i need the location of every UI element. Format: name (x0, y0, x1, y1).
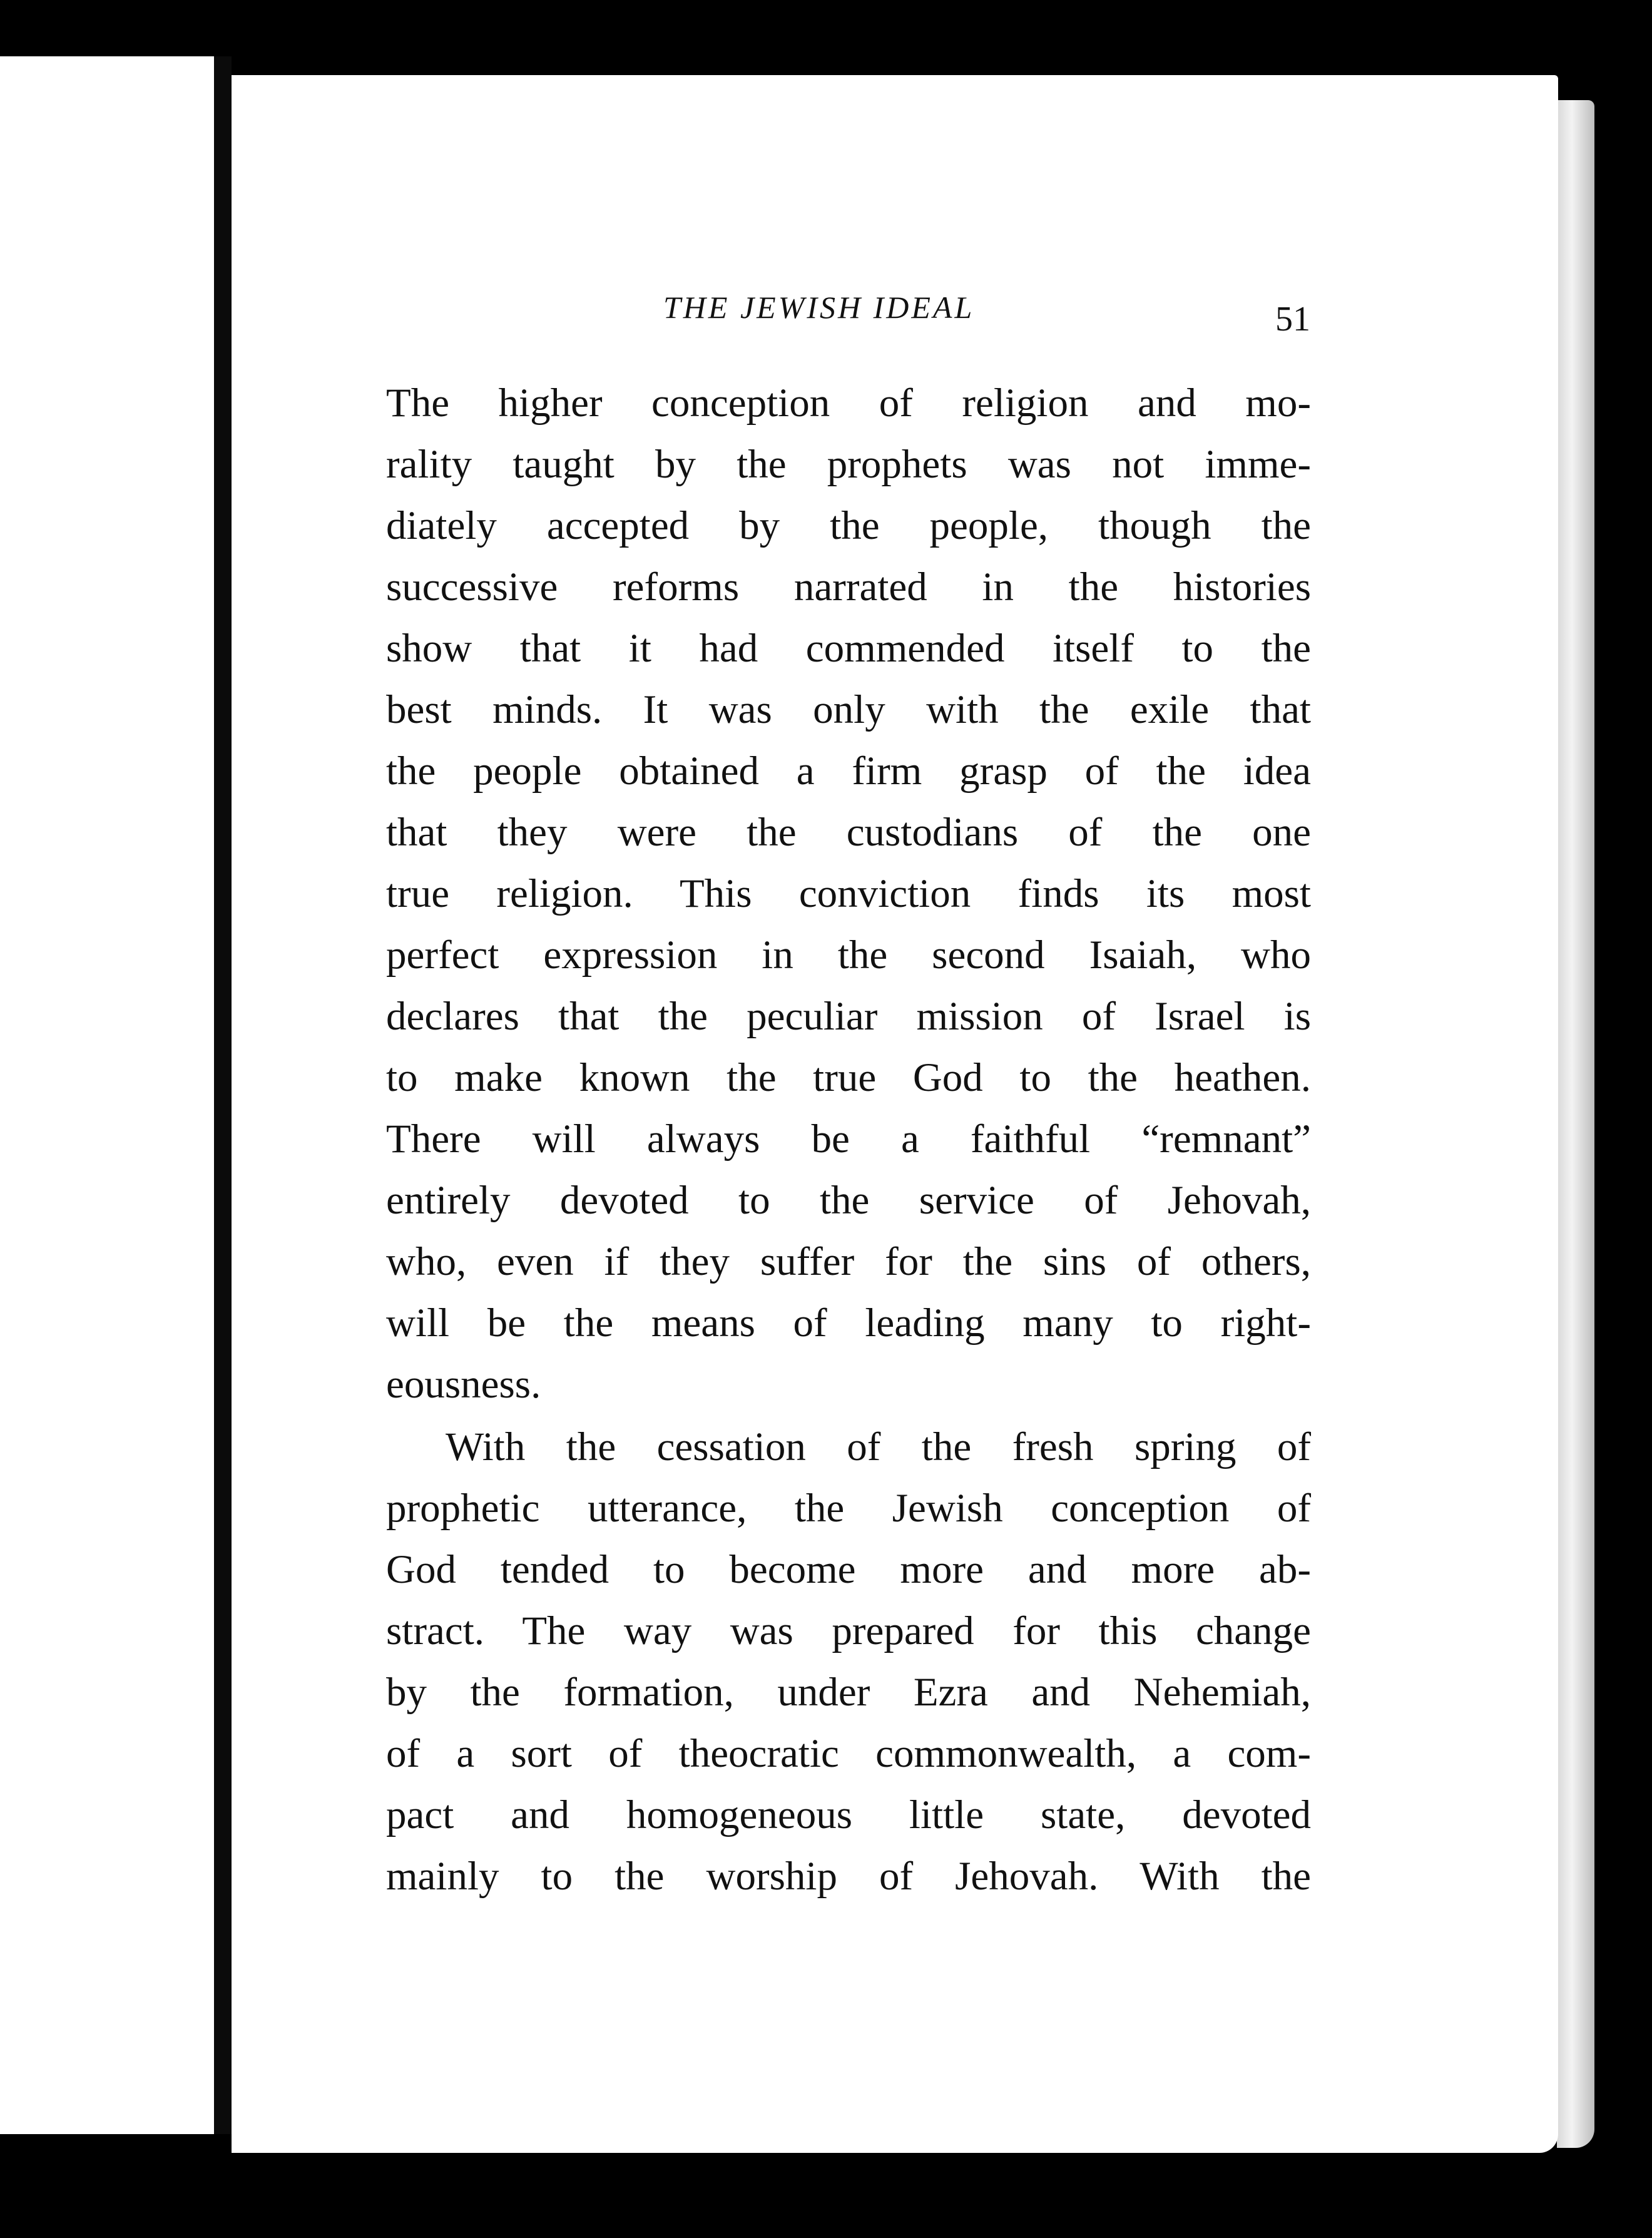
body-line: that they were the custodians of the one (386, 810, 1311, 855)
body-line: who, even if they suffer for the sins of others, (386, 1239, 1311, 1284)
body-line: The higher conception of religion and mo- (386, 381, 1311, 426)
body-line: best minds. It was only with the exile that (386, 687, 1311, 732)
body-line: entirely devoted to the service of Jehovah, (386, 1178, 1311, 1223)
body-line: mainly to the worship of Jehovah. With the (386, 1854, 1311, 1899)
body-line: With the cessation of the fresh spring of (446, 1424, 1311, 1469)
running-head: THE JEWISH IDEAL (663, 290, 975, 325)
book-gutter (214, 56, 232, 2134)
body-line: by the formation, under Ezra and Nehemiah, (386, 1670, 1311, 1715)
body-line: prophetic utterance, the Jewish conception of (386, 1486, 1311, 1531)
body-line: stract. The way was prepared for this change (386, 1608, 1311, 1653)
left-facing-page (0, 56, 214, 2134)
body-line: diately accepted by the people, though the (386, 503, 1311, 548)
body-line: true religion. This conviction finds its most (386, 871, 1311, 916)
body-line: God tended to become more and more ab- (386, 1547, 1311, 1592)
page-edge (1557, 100, 1594, 2148)
body-line: successive reforms narrated in the histories (386, 565, 1311, 610)
body-line: show that it had commended itself to the (386, 626, 1311, 671)
body-line: to make known the true God to the heathen. (386, 1055, 1311, 1100)
body-line: perfect expression in the second Isaiah, who (386, 932, 1311, 978)
body-line: pact and homogeneous little state, devoted (386, 1792, 1311, 1837)
body-line: the people obtained a firm grasp of the idea (386, 749, 1311, 794)
body-line: There will always be a faithful “remnant” (386, 1116, 1311, 1162)
body-line: rality taught by the prophets was not imme- (386, 442, 1311, 487)
body-line: will be the means of leading many to right- (386, 1300, 1311, 1346)
body-line: eousness. (386, 1362, 541, 1407)
body-line: declares that the peculiar mission of Israel is (386, 994, 1311, 1039)
page-number: 51 (1275, 300, 1310, 339)
body-line: of a sort of theocratic commonwealth, a com- (386, 1731, 1311, 1776)
